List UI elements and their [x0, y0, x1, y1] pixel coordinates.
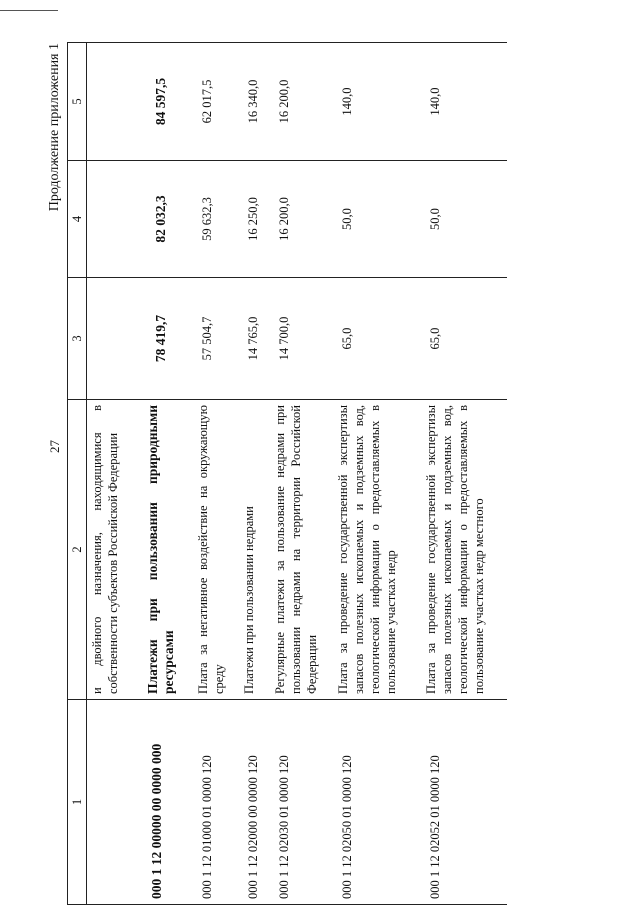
row-value-5: 62 017,5	[193, 43, 239, 161]
row-name: и двойного назначения, находящимися в собственности субъектов Российской Федерации	[87, 400, 144, 700]
column-header-5: 5	[68, 43, 87, 161]
header-rule	[0, 0, 58, 11]
row-value-4: 82 032,3	[143, 161, 193, 278]
table-row	[239, 43, 270, 905]
budget-table	[67, 42, 507, 905]
table-row	[143, 43, 193, 905]
continuation-label: Продолжение приложения 1	[47, 43, 62, 212]
row-value-5: 16 340,0	[239, 43, 270, 161]
row-code: 000 1 12 00000 00 0000 000	[143, 700, 193, 905]
header-row	[68, 43, 87, 905]
row-value-3: 14 765,0	[239, 278, 270, 400]
rotated-page-content	[45, 35, 595, 905]
page-number: 27	[47, 440, 62, 453]
table-row	[270, 43, 333, 905]
row-name: Регулярные платежи за пользование недрами при пользовании недрами на территории Российской Федерации	[270, 400, 333, 700]
row-name: Плата за проведение государственной экспертизы запасов полезных ископаемых и подземных вод, геологической информации о предоставляемых в пользование участках недр	[333, 400, 421, 700]
row-code	[87, 700, 144, 905]
column-header-2: 2	[68, 400, 87, 700]
row-name: Платежи при пользовании природными ресурсами	[143, 400, 193, 700]
row-code: 000 1 12 02052 01 0000 120	[421, 700, 507, 905]
row-value-4: 50,0	[421, 161, 507, 278]
table-row	[87, 43, 144, 905]
row-value-3: 65,0	[421, 278, 507, 400]
row-value-3: 57 504,7	[193, 278, 239, 400]
table-row	[193, 43, 239, 905]
row-code: 000 1 12 02030 01 0000 120	[270, 700, 333, 905]
column-header-4: 4	[68, 161, 87, 278]
row-code: 000 1 12 02000 00 0000 120	[239, 700, 270, 905]
table-row	[333, 43, 421, 905]
row-value-5: 140,0	[421, 43, 507, 161]
row-value-3: 65,0	[333, 278, 421, 400]
row-name: Плата за проведение государственной экспертизы запасов полезных ископаемых и подземных вод, геологической информации о предоставляемых в пользование участках недр местного	[421, 400, 507, 700]
row-value-3: 14 700,0	[270, 278, 333, 400]
row-name: Плата за негативное воздействие на окружающую среду	[193, 400, 239, 700]
row-value-5: 16 200,0	[270, 43, 333, 161]
row-code: 000 1 12 01000 01 0000 120	[193, 700, 239, 905]
row-value-4	[87, 161, 144, 278]
column-header-1: 1	[68, 700, 87, 905]
column-header-3: 3	[68, 278, 87, 400]
row-value-3	[87, 278, 144, 400]
row-name: Платежи при пользовании недрами	[239, 400, 270, 700]
row-value-4: 59 632,3	[193, 161, 239, 278]
row-value-4: 16 250,0	[239, 161, 270, 278]
row-code: 000 1 12 02050 01 0000 120	[333, 700, 421, 905]
row-value-5: 140,0	[333, 43, 421, 161]
row-value-4: 16 200,0	[270, 161, 333, 278]
row-value-4: 50,0	[333, 161, 421, 278]
row-value-3: 78 419,7	[143, 278, 193, 400]
row-value-5: 84 597,5	[143, 43, 193, 161]
table-row	[421, 43, 507, 905]
row-value-5	[87, 43, 144, 161]
